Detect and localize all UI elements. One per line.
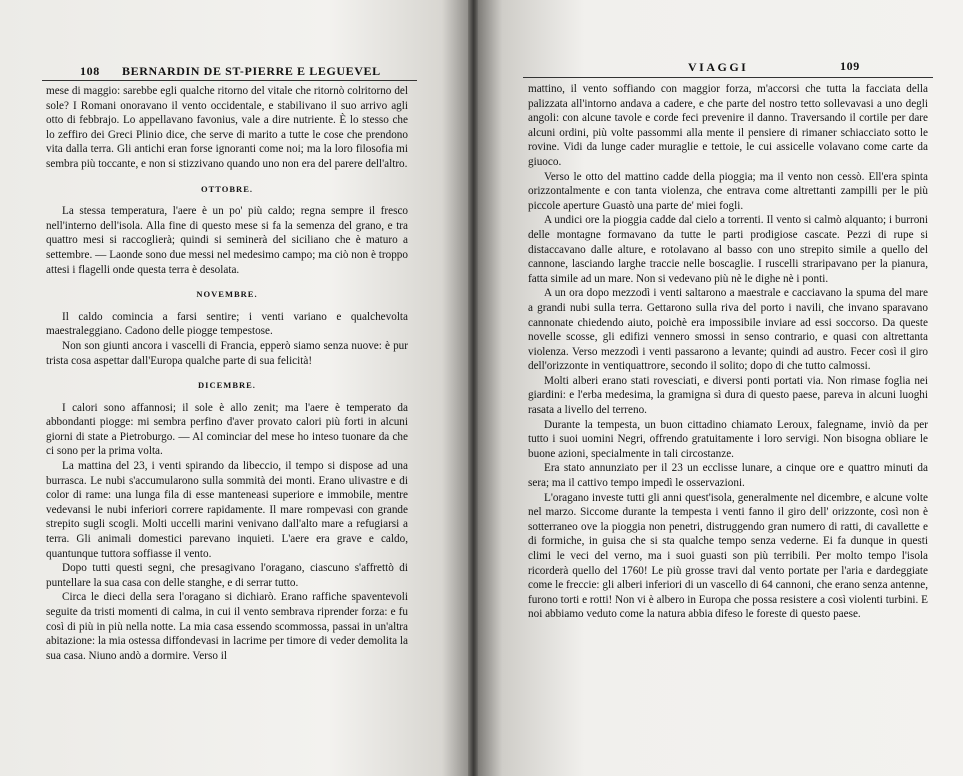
right-paragraph-8: L'oragano investe tutti gli anni quest'isola, generalmente nel dicembre, e alcune volte nel marzo. Siccome durante la tempesta i venti fanno il giro dell' orizzonte, così non è sotterraneo ove la pioggia non penetri, distruggendo gran numero di ratti, di cavallette e di formiche, in guisa che si sta qualche tempo senza vederne. Ei fa dunque in questi climi le veci del verno, ma i suoi guasti son più terribili. Per molto tempo l'isola ricorderà quello del 1760! Le più grosse travi dal vento portate per l'aria e dardeggiate come le freccie: gli alberi inferiori di un vascello di 64 cannoni, che erano senza antenne, furono torti e rotti! Non vi è albero in Europa che possa resistere a così violenti turbini. E noi abbiamo veduto come la natura abbia difeso le foreste di questo paese. xyxy=(528,491,928,621)
dicembre-paragraph-2: La mattina del 23, i venti spirando da libeccio, il tempo si dispose ad una burrasca. Le nubi s'accumularono sulla sommità dei monti. Erano ulivastre e di color di rame: una lunga fila di esse manteneasi superiore e immobile, mentre vedevansi le nubi inferiori correre rapidamente. Il mare rompevasi con grande strepito sugli scogli. Molti uccelli marini venivano dall'alto mare a refugiarsi a terra. Gli animali domestici parevano inquieti. L'aere era grave e caldo, quantunque tuttora soffiasse il vento. xyxy=(46,460,408,560)
right-paragraph-2: Verso le otto del mattino cadde della pioggia; ma il vento non cessò. Ell'era spinta orizzontalmente e con tanta violenza, che entrava come altrettanti zampilli per le più piccole aperture Guastò una parte de' miei fogli. xyxy=(528,170,928,212)
section-heading-ottobre: OTTOBRE. xyxy=(200,183,253,194)
right-header-rule xyxy=(523,77,933,78)
right-page-body xyxy=(528,82,928,622)
left-page xyxy=(0,0,470,776)
right-paragraph-5: Molti alberi erano stati rovesciati, e diversi ponti portati via. Non rimase foglia nei giardini: e l'erba medesima, la gramigna sì dura di questo paese, pareva in alcuni luoghi rasata a livello del terreno. xyxy=(528,374,928,417)
dicembre-paragraph-3: Dopo tutti questi segni, che presagivano l'oragano, ciascuno s'affrettò di puntellare la sua casa con delle stanghe, e di serrar tutto. xyxy=(46,562,408,589)
section-heading-novembre: NOVEMBRE. xyxy=(196,289,258,300)
novembre-paragraph-2: Non son giunti ancora i vascelli di Francia, epperò siamo senza nuove: è pur trista cosa aspettar dall'Europa qualche parte di sua felicità! xyxy=(46,339,408,367)
section-heading-dicembre: DICEMBRE. xyxy=(198,380,256,391)
left-page-body xyxy=(46,84,408,663)
right-paragraph-6: Durante la tempesta, un buon cittadino chiamato Leroux, falegname, inviò da per tutto i suoi uomini Negri, offrendo gratuitamente i loro servigi. Non bisogna obliare le buone azioni, specialmente in tali circostanze. xyxy=(528,418,928,460)
left-running-title: BERNARDIN DE ST-PIERRE E LEGUEVEL xyxy=(122,64,381,78)
right-paragraph-1: mattino, il vento soffiando con maggior forza, m'accorsi che tutta la facciata della palizzata all'intorno andava a cadere, e che parte del nostro tetto sollevavasi a uno degli angoli: con alcune tavole e corde feci prevenire il danno. Traversando il cortile per dare alcuni ordini, più volte passommi alla mente il pensiere di rimaner schiacciato sotto le rovine. Vidi da lunge cader muraglie e tettoie, le cui assicelle volavano come carte da giuoco. xyxy=(528,83,928,168)
ottobre-paragraph: La stessa temperatura, l'aere è un po' più caldo; regna sempre il fresco nell'interno dell'isola. Alla fine di questo mese si fa la semenza del grano, e tra quattro mesi si raccoglierà; quindi si seminerà del siciliano che è maturo a settembre. — Laonde sono due messi nel medesimo campo; ma ciò non è troppo attesi i flagelli onde questa terra è desolata. xyxy=(46,205,408,276)
intro-paragraph: mese di maggio: sarebbe egli qualche ritorno del vitale che ritornò colritorno del sole? I Romani onoravano il vento occidentale, e stabilivano il suo arrivo agli otto di febbrajo. Lo appellavano favonius, vale a dire nutriente. È lo stesso che lo zeffiro dei Greci Plinio dice, che serve di marito a tutte le cose che prendono vita dalla terra. Gli antichi eran forse ignoranti come noi; ma la loro filosofia mi sembra più toccante, e non si stizzivano quando uno non era del parere dell'altro. xyxy=(46,85,408,170)
dicembre-paragraph-4: Circa le dieci della sera l'oragano si dichiarò. Erano raffiche spaventevoli seguite da tristi momenti di calma, in cui il vento sembrava riprender forza: e fu così di più in più nella notte. La mia casa essendo scommossa, passai in un'altra abitazione: la mia ostessa diffondevasi in lacrime per timore di veder demolita la sua casa. Niuno andò a dormire. Verso il xyxy=(46,591,408,662)
dicembre-paragraph-1: I calori sono affannosi; il sole è allo zenit; ma l'aere è temperato da abbondanti piogge: mi sembra perfino d'aver provato calori più forti in alcuni giorni di state a Pietroburgo. — Al cominciar del mese ho inteso tuonare da che ci sono per la prima volta. xyxy=(46,401,408,458)
right-paragraph-3: A undici ore la pioggia cadde dal cielo a torrenti. Il vento si calmò alquanto; i burroni delle montagne formavano da tutte le parti prodigiose cascate. Pezzi di rupe si distaccavano dalle alture, e rotolavano al basso con uno strepito simile a quello del cannone, lasciando larghe traccie nelle boscaglie. I ruscelli straripavano per la pianura, fatta simile ad un mare. Non si vedevano più nè le dighe nè i ponti. xyxy=(528,214,928,285)
right-page xyxy=(478,0,963,776)
left-page-number: 108 xyxy=(80,64,100,78)
right-page-number: 109 xyxy=(840,59,860,73)
right-paragraph-4: A un ora dopo mezzodì i venti saltarono a maestrale e cacciavano la spuma del mare a grandi nubi sulla terra. Gettarono sulla riva del porto i navili, che invano sparavano cannonate chiedendo aiuto, poichè era impossibile inviare ad essi soccorso. Da queste novelle scosse, gli edifizi vennero smossi in senso contrario, e quasi con altrettanta violenza. Verso mezzodì i venti passarono a levante; quindi ad austro. Fecer così il giro dell'orizzonte in ventiquattrore, secondo il solito; dopo di che tutto calmossi. xyxy=(528,287,928,373)
right-running-title: VIAGGI xyxy=(688,60,749,74)
novembre-paragraph-1: Il caldo comincia a farsi sentire; i venti variano e qualchevolta maestraleggiano. Cadono delle piogge tempestose. xyxy=(46,310,408,338)
left-header-rule xyxy=(42,80,417,81)
right-paragraph-7: Era stato annunziato per il 23 un ecclisse lunare, a cinque ore e quattro minuti da sera; ma il cattivo tempo impedì le osservazioni. xyxy=(528,462,928,490)
